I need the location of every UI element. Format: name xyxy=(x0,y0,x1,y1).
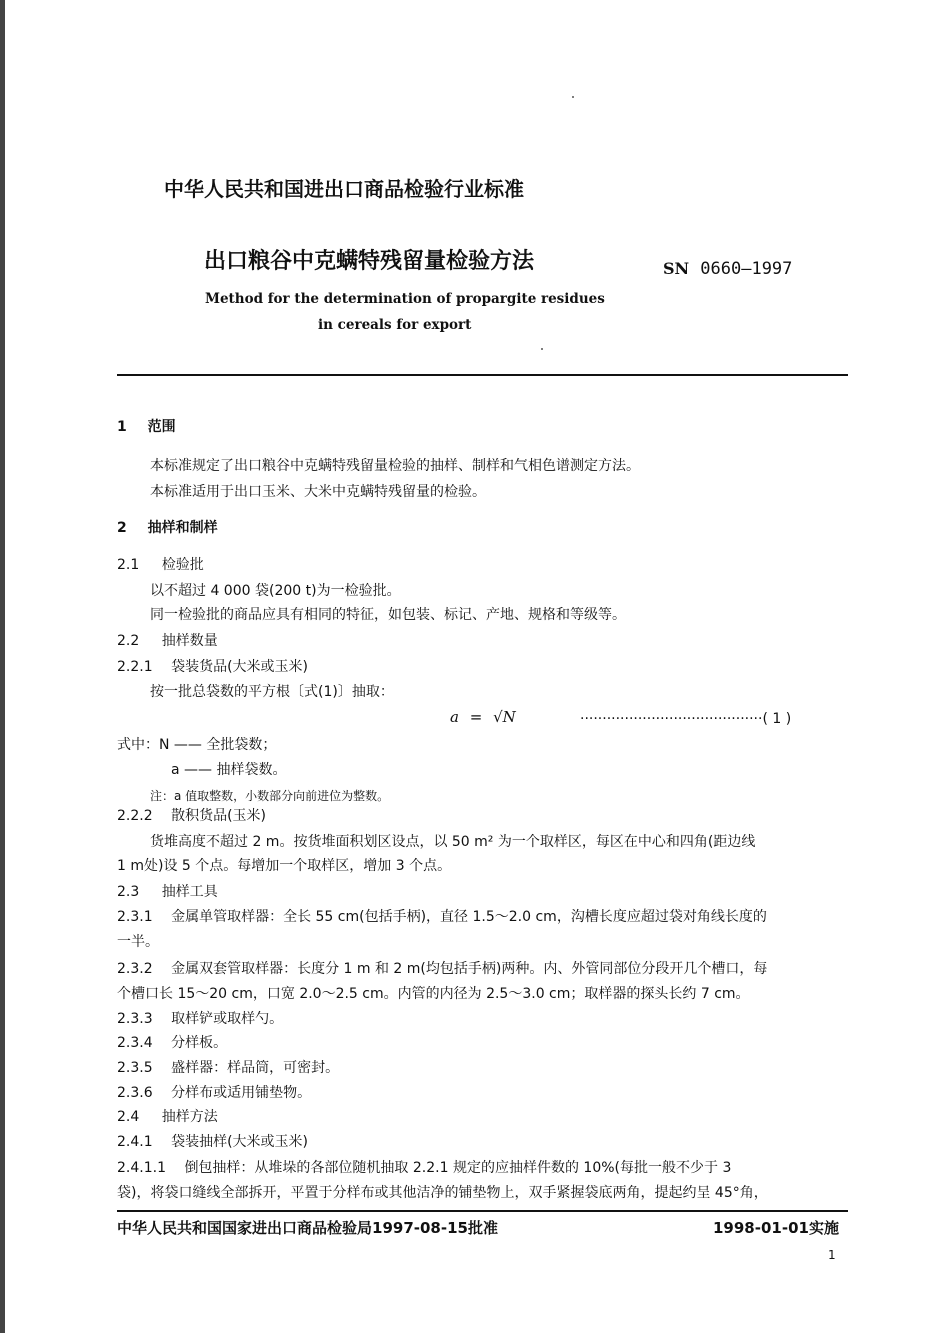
clause-2-3-3 xyxy=(117,1010,283,1028)
paragraph: 以不超过 4 000 袋(200 t)为一检验批。 xyxy=(150,583,401,599)
paragraph: 个槽口长 15～20 cm，口宽 2.0～2.5 cm。内管的内径为 2.5～3.0 cm；取样器的探头长约 7 cm。 xyxy=(117,986,750,1002)
clause-2-4-1-1 xyxy=(117,1159,731,1177)
clause-2-3-1 xyxy=(117,908,767,926)
section-number: 2 xyxy=(117,520,127,536)
clause-number: 2.1 xyxy=(117,557,140,573)
clause-title: 检验批 xyxy=(161,557,204,573)
formula-dots: ········································· xyxy=(580,711,763,727)
clause-2-3-heading xyxy=(117,883,218,901)
where-a: a —— 抽样袋数。 xyxy=(171,762,287,778)
doc-title: 出口粮谷中克螨特残留量检验方法 xyxy=(204,249,535,274)
clause-text: 金属单管取样器：全长 55 cm(包括手柄)，直径 1.5～2.0 cm，沟槽长度应超过袋对角线长度的 xyxy=(171,909,767,925)
clause-text: 分样布或适用铺垫物。 xyxy=(171,1085,312,1101)
clause-2-3-6 xyxy=(117,1084,311,1102)
clause-2-3-4 xyxy=(117,1034,227,1052)
where-line xyxy=(117,736,276,754)
formula-leader xyxy=(580,710,791,728)
clause-text: 倒包抽样：从堆垛的各部位随机抽取 2.2.1 规定的应抽样件数的 10%(每批一般不少于 3 xyxy=(184,1160,732,1176)
clause-2-2-heading xyxy=(117,632,218,650)
formula-equals: = xyxy=(469,708,483,726)
clause-number: 2.3.2 xyxy=(117,961,153,977)
formula-number: ( 1 ) xyxy=(762,711,792,727)
paragraph: 按一批总袋数的平方根〔式(1)〕抽取： xyxy=(150,684,394,700)
formula-sqrt: √N xyxy=(493,708,516,726)
clause-number: 2.4.1 xyxy=(117,1134,153,1150)
clause-2-1-heading xyxy=(117,556,204,574)
clause-2-2-1-heading xyxy=(117,658,308,676)
clause-number: 2.3.3 xyxy=(117,1011,153,1027)
page-number: 1 xyxy=(828,1248,836,1262)
paragraph: 一半。 xyxy=(117,934,159,950)
paragraph: 本标准适用于出口玉米、大米中克螨特残留量的检验。 xyxy=(150,484,486,500)
paragraph: 1 m处)设 5 个点。每增加一个取样区，增加 3 个点。 xyxy=(117,858,452,874)
section-2-heading xyxy=(117,519,218,537)
clause-number: 2.3.5 xyxy=(117,1060,153,1076)
scan-speck xyxy=(541,348,543,350)
clause-2-4-1-heading xyxy=(117,1133,308,1151)
footer-rule xyxy=(117,1210,848,1212)
clause-number: 2.3.6 xyxy=(117,1085,153,1101)
std-prefix: SN xyxy=(663,259,690,278)
paragraph: 袋)，将袋口缝线全部拆开，平置于分样布或其他洁净的铺垫物上，双手紧握袋底两角，提起约呈 45°角， xyxy=(117,1185,768,1201)
clause-number: 2.3 xyxy=(117,884,140,900)
where-n: N —— 全批袋数； xyxy=(159,737,277,753)
standard-code xyxy=(663,259,792,279)
clause-2-3-5 xyxy=(117,1059,339,1077)
paragraph: 货堆高度不超过 2 m。按货堆面积划区设点，以 50 m² 为一个取样区，每区在中心和四角(距边线 xyxy=(150,834,756,850)
clause-number: 2.2 xyxy=(117,633,140,649)
clause-2-4-heading xyxy=(117,1108,218,1126)
org-title: 中华人民共和国进出口商品检验行业标准 xyxy=(164,177,524,201)
clause-2-2-2-heading xyxy=(117,807,266,825)
clause-text: 分样板。 xyxy=(171,1035,228,1051)
section-1-heading xyxy=(117,418,176,436)
section-number: 1 xyxy=(117,419,127,435)
section-title: 范围 xyxy=(147,419,176,435)
clause-2-3-2 xyxy=(117,960,767,978)
clause-number: 2.3.1 xyxy=(117,909,153,925)
clause-title: 抽样方法 xyxy=(161,1109,218,1125)
scan-speck xyxy=(572,96,574,98)
paragraph: 本标准规定了出口粮谷中克螨特残留量检验的抽样、制样和气相色谱测定方法。 xyxy=(150,458,640,474)
std-number: 0660—1997 xyxy=(700,259,793,279)
clause-title: 散积货品(玉米) xyxy=(171,808,267,824)
formula-lhs: a xyxy=(450,708,459,726)
clause-number: 2.3.4 xyxy=(117,1035,153,1051)
clause-title: 抽样数量 xyxy=(161,633,218,649)
paragraph: 同一检验批的商品应具有相同的特征，如包装、标记、产地、规格和等级等。 xyxy=(150,607,626,623)
clause-text: 取样铲或取样勺。 xyxy=(171,1011,284,1027)
clause-text: 金属双套管取样器：长度分 1 m 和 2 m(均包括手柄)两种。内、外管同部位分段开几个槽口，每 xyxy=(171,961,768,977)
clause-title: 袋装货品(大米或玉米) xyxy=(171,659,309,675)
header-rule xyxy=(117,374,848,376)
english-title-line2: in cereals for export xyxy=(318,317,472,333)
clause-title: 袋装抽样(大米或玉米) xyxy=(171,1134,309,1150)
english-title-line1: Method for the determination of propargite residues xyxy=(205,291,605,307)
clause-text: 盛样器：样品筒，可密封。 xyxy=(171,1060,340,1076)
clause-title: 抽样工具 xyxy=(161,884,218,900)
clause-number: 2.4 xyxy=(117,1109,140,1125)
formula xyxy=(450,708,516,726)
clause-number: 2.2.2 xyxy=(117,808,153,824)
clause-number: 2.4.1.1 xyxy=(117,1160,166,1176)
note: 注：a 值取整数，小数部分向前进位为整数。 xyxy=(150,789,390,803)
where-label: 式中： xyxy=(117,737,159,753)
clause-number: 2.2.1 xyxy=(117,659,153,675)
scan-edge xyxy=(0,0,5,1333)
effective-date: 1998-01-01实施 xyxy=(713,1219,839,1237)
approval-line: 中华人民共和国国家进出口商品检验局1997-08-15批准 xyxy=(117,1219,498,1237)
section-title: 抽样和制样 xyxy=(147,520,218,536)
